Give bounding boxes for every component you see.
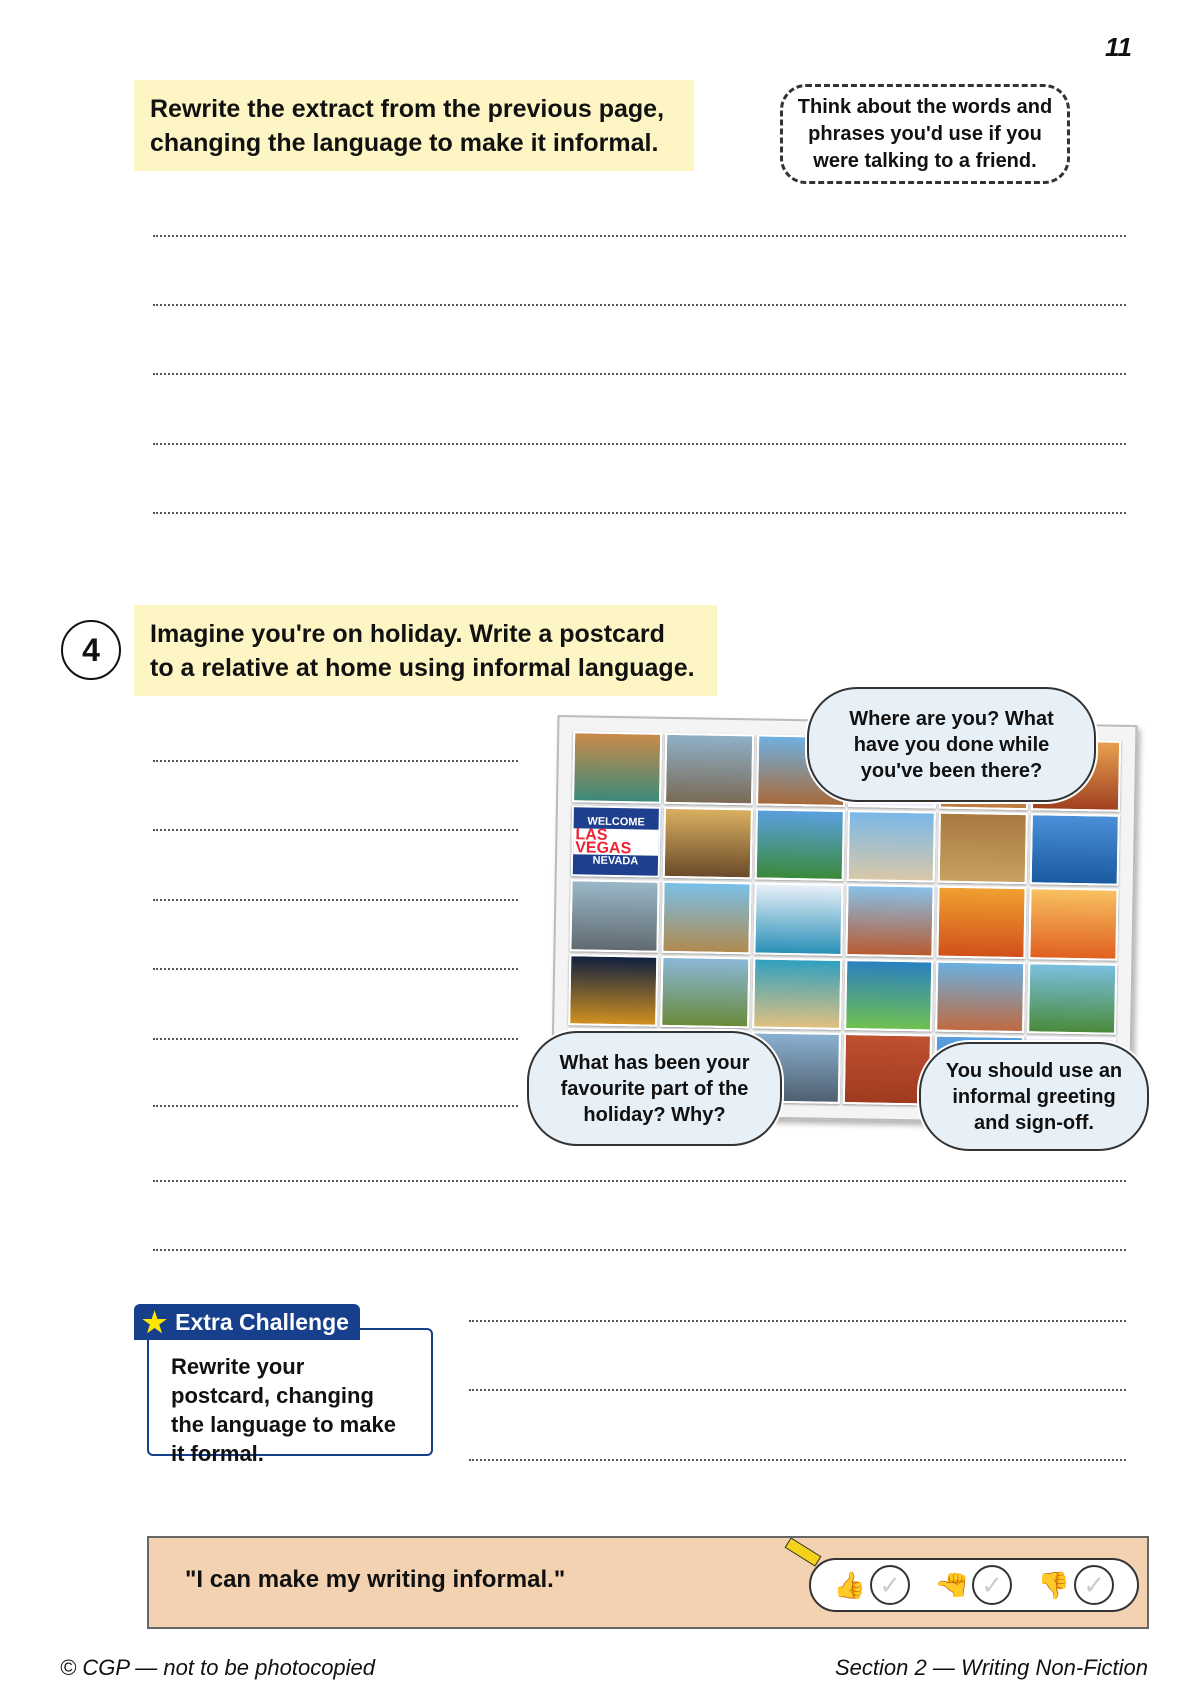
sign-welcome: WELCOME xyxy=(587,815,645,829)
question-number: 4 xyxy=(61,620,121,680)
instruction-box-informal xyxy=(134,80,694,171)
instruction-line: Rewrite the extract from the previous page, xyxy=(150,94,665,123)
answer-line[interactable] xyxy=(153,829,518,831)
extra-challenge-title: Extra Challenge xyxy=(175,1308,349,1335)
sign-city: LAS VEGAS xyxy=(573,828,658,855)
hint-cloud-where xyxy=(807,687,1096,802)
extra-challenge-tab xyxy=(134,1304,360,1340)
answer-line[interactable] xyxy=(153,443,1126,445)
answer-line[interactable] xyxy=(469,1389,1126,1391)
check-circle-icon[interactable]: ✓ xyxy=(870,1565,910,1605)
thumbs-up-icon: 👍 xyxy=(833,1569,867,1600)
hint-text: Think about the words and phrases you'd use if you were talking to a friend. xyxy=(797,95,1053,172)
copyright-footer: © CGP — not to be photocopied xyxy=(60,1655,376,1680)
answer-line[interactable] xyxy=(153,760,518,762)
rating-good[interactable] xyxy=(834,1565,910,1605)
cloud-text: What has been your favourite part of the holiday? Why? xyxy=(559,1051,750,1126)
answer-line[interactable] xyxy=(153,235,1126,237)
thumbs-sideways-icon: 👍 xyxy=(936,1568,967,1602)
answer-line[interactable] xyxy=(469,1320,1126,1322)
pencil-icon xyxy=(785,1537,822,1566)
self-assessment-bar xyxy=(147,1536,1149,1629)
answer-line[interactable] xyxy=(153,304,1126,306)
instruction-line: changing the language to make it informal. xyxy=(150,128,659,157)
answer-line[interactable] xyxy=(469,1459,1126,1461)
hint-cloud-greeting xyxy=(919,1042,1149,1151)
las-vegas-sign xyxy=(571,805,661,878)
extra-challenge-text: Rewrite your postcard, changing the language to make it formal. xyxy=(171,1354,396,1466)
answer-line[interactable] xyxy=(153,968,518,970)
rating-options xyxy=(809,1558,1139,1612)
rating-ok[interactable] xyxy=(936,1565,1012,1605)
instruction-line: Imagine you're on holiday. Write a postcard xyxy=(150,619,665,648)
instruction-line: to a relative at home using informal language. xyxy=(150,653,695,682)
answer-line[interactable] xyxy=(153,1038,518,1040)
answer-line[interactable] xyxy=(153,373,1126,375)
cloud-text: Where are you? What have you done while you've been there? xyxy=(849,707,1054,782)
hint-box xyxy=(780,84,1070,184)
section-footer: Section 2 — Writing Non-Fiction xyxy=(835,1655,1148,1680)
star-icon: ★ xyxy=(142,1306,168,1338)
rating-poor[interactable] xyxy=(1038,1565,1114,1605)
answer-line[interactable] xyxy=(153,899,518,901)
thumbs-down-icon: 👎 xyxy=(1037,1569,1071,1600)
hint-cloud-favourite xyxy=(527,1031,782,1146)
page-number: 11 xyxy=(1105,32,1132,62)
cloud-text: You should use an informal greeting and sign-off. xyxy=(945,1059,1123,1134)
sign-state: NEVADA xyxy=(592,854,639,868)
instruction-box-postcard xyxy=(134,605,717,696)
answer-line[interactable] xyxy=(153,1249,1126,1251)
check-circle-icon[interactable]: ✓ xyxy=(972,1565,1012,1605)
extra-challenge-box xyxy=(147,1328,433,1466)
check-circle-icon[interactable]: ✓ xyxy=(1074,1565,1114,1605)
answer-line[interactable] xyxy=(153,1180,1126,1182)
answer-line[interactable] xyxy=(153,1105,518,1107)
self-assessment-statement: "I can make my writing informal." xyxy=(185,1566,566,1593)
answer-line[interactable] xyxy=(153,512,1126,514)
